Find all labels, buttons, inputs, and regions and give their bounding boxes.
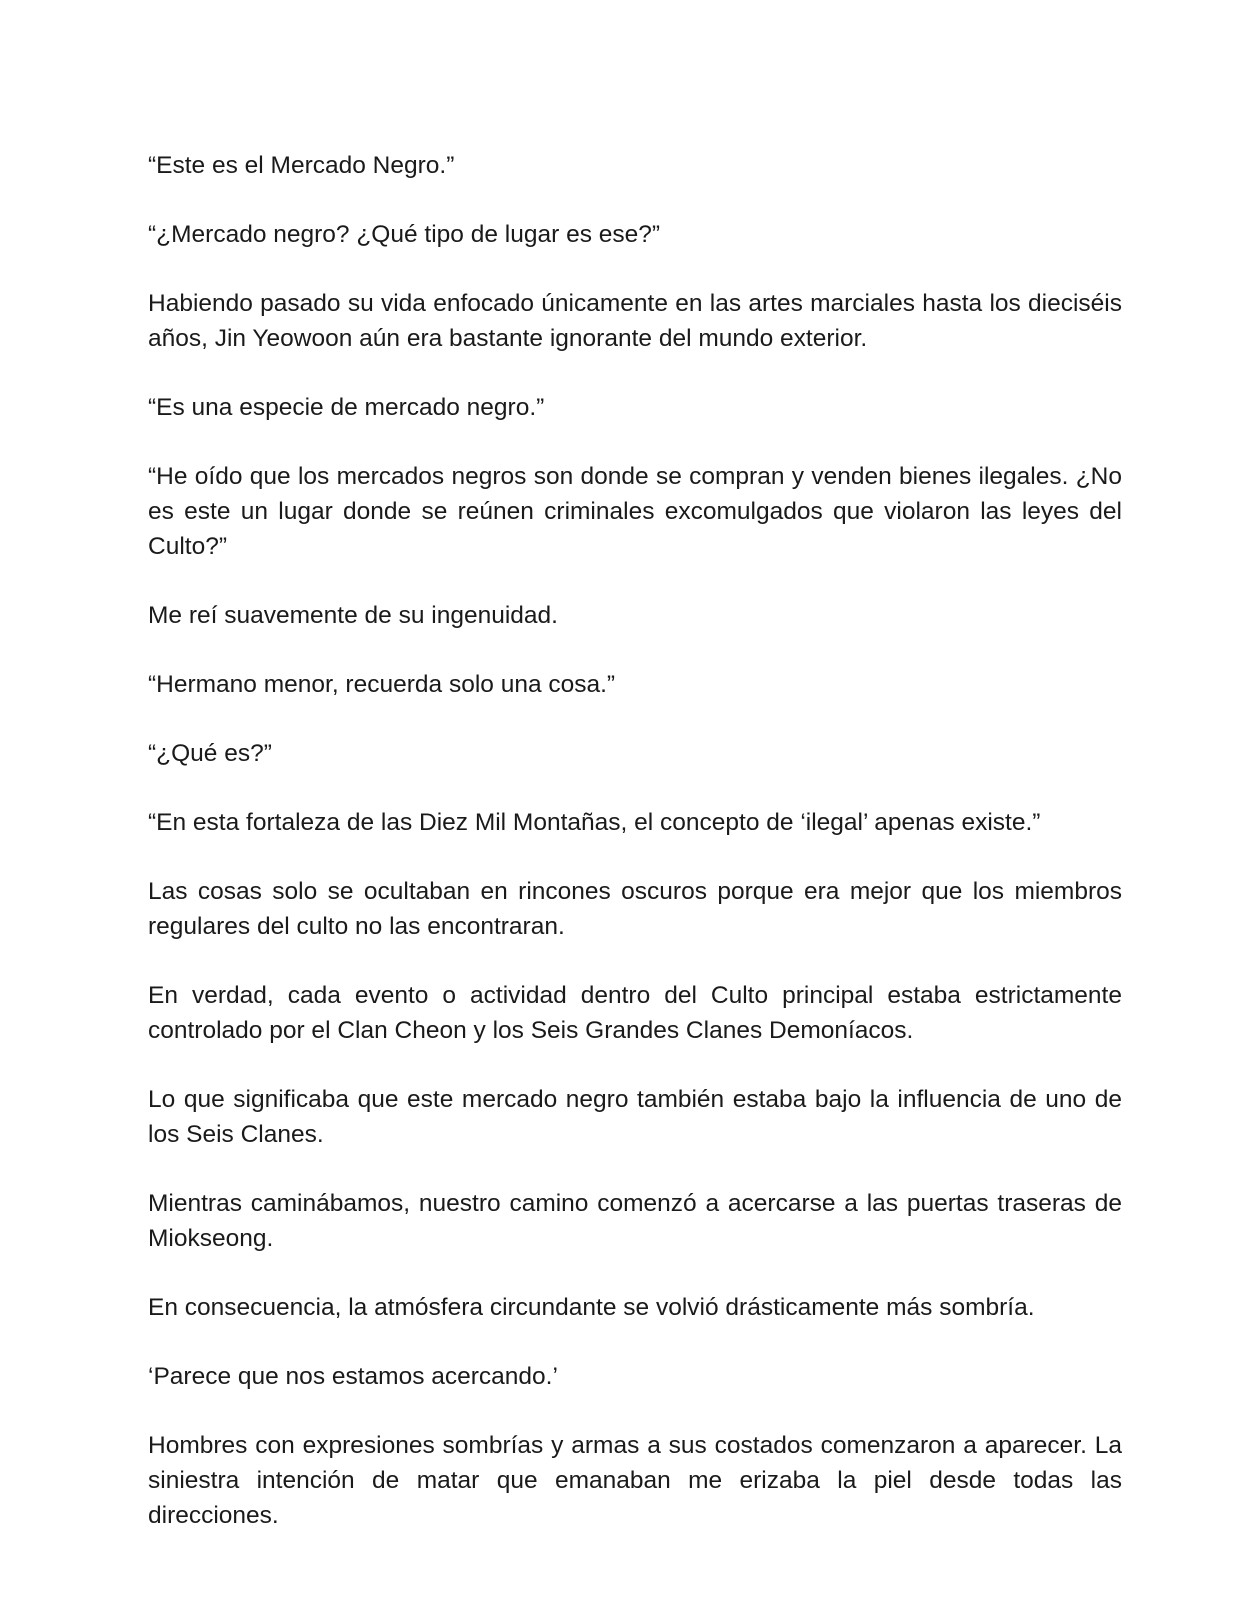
paragraph: Lo que significaba que este mercado negro también estaba bajo la influencia de uno de los Seis Clanes. [148, 1086, 1122, 1148]
paragraph: Hombres con expresiones sombrías y armas a sus costados comenzaron a aparecer. La siniestra intención de matar que emanaban me erizaba la piel desde todas las direcciones. [148, 1432, 1122, 1529]
paragraph: Las cosas solo se ocultaban en rincones oscuros porque era mejor que los miembros regulares del culto no las encontraran. [148, 878, 1122, 940]
paragraph: ‘Parece que nos estamos acercando.’ [148, 1363, 558, 1390]
paragraph: “En esta fortaleza de las Diez Mil Montañas, el concepto de ‘ilegal’ apenas existe.” [148, 809, 1041, 836]
paragraph: “¿Mercado negro? ¿Qué tipo de lugar es ese?” [148, 221, 661, 248]
paragraph: Me reí suavemente de su ingenuidad. [148, 602, 558, 629]
paragraph: “Es una especie de mercado negro.” [148, 394, 545, 421]
paragraph: En consecuencia, la atmósfera circundante se volvió drásticamente más sombría. [148, 1294, 1035, 1321]
paragraph: Mientras caminábamos, nuestro camino comenzó a acercarse a las puertas traseras de Miokseong. [148, 1190, 1122, 1252]
paragraph: “¿Qué es?” [148, 740, 272, 767]
paragraph: “Hermano menor, recuerda solo una cosa.” [148, 671, 616, 698]
document-page [148, 148, 1122, 1567]
paragraph: “Este es el Mercado Negro.” [148, 152, 455, 179]
paragraph: Habiendo pasado su vida enfocado únicamente en las artes marciales hasta los dieciséis años, Jin Yeowoon aún era bastante ignorante del mundo exterior. [148, 290, 1122, 352]
paragraph: En verdad, cada evento o actividad dentro del Culto principal estaba estrictamente controlado por el Clan Cheon y los Seis Grandes Clanes Demoníacos. [148, 982, 1122, 1044]
paragraph: “He oído que los mercados negros son donde se compran y venden bienes ilegales. ¿No es este un lugar donde se reúnen criminales excomulgados que violaron las leyes del Culto?” [148, 463, 1122, 560]
